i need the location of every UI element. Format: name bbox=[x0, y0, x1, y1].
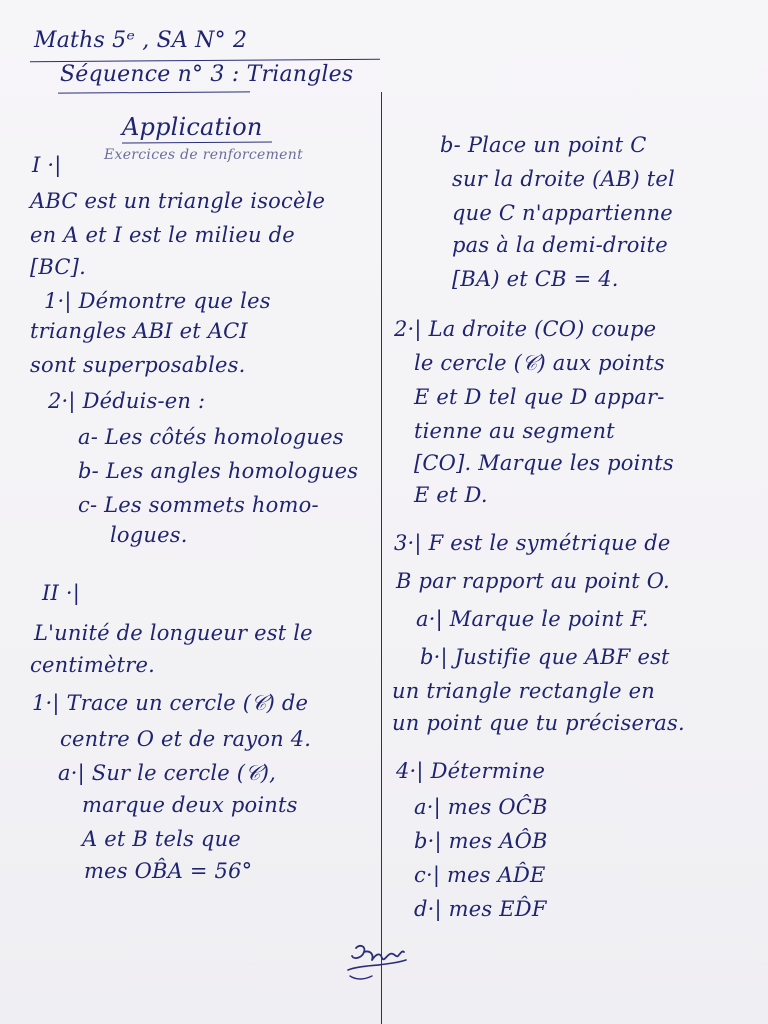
header-underline bbox=[58, 91, 250, 93]
left-line: en A et I est le milieu de bbox=[30, 223, 295, 247]
left-line: centimètre. bbox=[30, 653, 155, 677]
right-line: d·| mes ED̂F bbox=[414, 897, 547, 921]
left-line: a·| Sur le cercle (𝒞), bbox=[58, 761, 276, 785]
exercise-subtitle: Exercices de renforcement bbox=[104, 147, 303, 163]
right-line: E et D. bbox=[414, 483, 488, 507]
left-line: marque deux points bbox=[82, 793, 298, 817]
left-line: mes OB̂A = 56° bbox=[84, 859, 253, 883]
right-line: a·| Marque le point F. bbox=[416, 607, 649, 631]
column-divider bbox=[381, 92, 382, 1024]
header-line-2: Séquence n° 3 : Triangles bbox=[60, 62, 354, 87]
right-line: un point que tu préciseras. bbox=[392, 711, 685, 735]
left-line: I ·| bbox=[32, 153, 62, 177]
header-line-1: Maths 5ᵉ , SA N° 2 bbox=[34, 28, 248, 53]
left-line: sont superposables. bbox=[30, 353, 246, 377]
left-line: a- Les côtés homologues bbox=[78, 425, 344, 449]
right-line: sur la droite (AB) tel bbox=[452, 167, 675, 191]
left-line: II ·| bbox=[42, 581, 81, 605]
right-line: b- Place un point C bbox=[440, 133, 647, 157]
left-line: 2·| Déduis-en : bbox=[48, 389, 206, 413]
right-line: [BA) et CB = 4. bbox=[452, 267, 619, 291]
right-line: tienne au segment bbox=[414, 419, 615, 443]
signature-mark bbox=[342, 940, 412, 984]
right-line: a·| mes OĈB bbox=[414, 795, 548, 819]
left-line: logues. bbox=[110, 523, 188, 547]
right-line: c·| mes AD̂E bbox=[414, 863, 546, 887]
right-line: B par rapport au point O. bbox=[396, 569, 670, 593]
left-line: L'unité de longueur est le bbox=[34, 621, 313, 645]
left-line: b- Les angles homologues bbox=[78, 459, 359, 483]
right-line: pas à la demi-droite bbox=[452, 233, 668, 257]
right-line: un triangle rectangle en bbox=[392, 679, 655, 703]
left-line: c- Les sommets homo- bbox=[78, 493, 319, 517]
right-line: b·| Justifie que ABF est bbox=[420, 645, 670, 669]
right-line: 2·| La droite (CO) coupe bbox=[394, 317, 657, 341]
right-line: le cercle (𝒞) aux points bbox=[414, 351, 665, 375]
right-line: E et D tel que D appar- bbox=[414, 385, 665, 409]
exercise-title: Application bbox=[122, 113, 263, 141]
right-line: b·| mes AÔB bbox=[414, 829, 548, 853]
right-line: que C n'appartienne bbox=[452, 201, 673, 225]
left-line: triangles ABI et ACI bbox=[30, 319, 248, 343]
right-line: [CO]. Marque les points bbox=[414, 451, 674, 475]
left-line: 1·| Trace un cercle (𝒞) de bbox=[32, 691, 309, 715]
right-line: 3·| F est le symétrique de bbox=[394, 531, 671, 555]
right-line: 4·| Détermine bbox=[396, 759, 546, 783]
left-line: A et B tels que bbox=[82, 827, 241, 851]
left-line: [BC]. bbox=[30, 255, 86, 279]
left-line: centre O et de rayon 4. bbox=[60, 727, 312, 751]
left-line: ABC est un triangle isocèle bbox=[30, 189, 326, 213]
left-line: 1·| Démontre que les bbox=[44, 289, 271, 313]
